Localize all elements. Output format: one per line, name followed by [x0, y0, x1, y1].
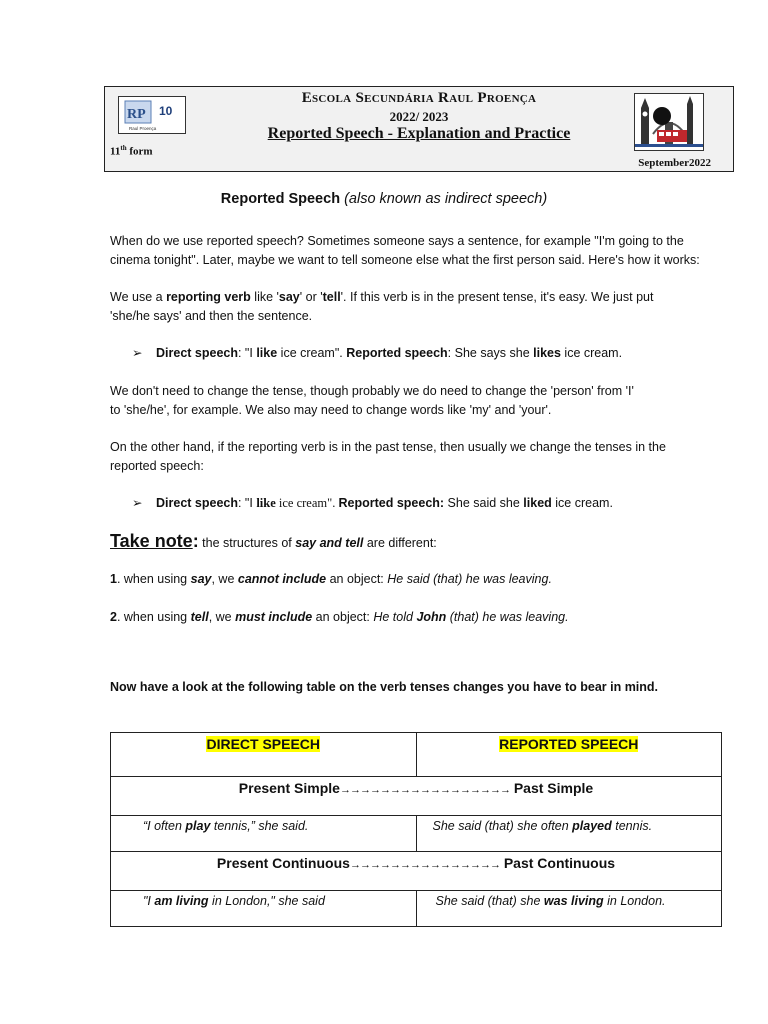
document-header	[104, 86, 734, 172]
example-direct-continuous: "I am living in London," she said	[111, 891, 417, 927]
tense-change-simple: Present Simple→→→→→→→→→→→→→→→→→ Past Simple	[111, 777, 722, 816]
svg-text:RP: RP	[127, 107, 146, 122]
section-title: Reported Speech (also known as indirect speech)	[220, 191, 548, 207]
intro-paragraph: When do we use reported speech? Sometimes someone says a sentence, for example "I'm going to the cinema tonight". Later, maybe we want to tell someone else what the first person said. Here's how it works:	[110, 234, 700, 267]
example-reported-continuous: She said (that) she was living in London.	[416, 891, 722, 927]
reporting-verb-paragraph: We use a reporting verb like 'say' or 'tell'. If this verb is in the present tense, it's easy. We just put 'she/he says' and then the sentence.	[110, 290, 654, 323]
tense-change-continuous: Present Continuous→→→→→→→→→→→→→→→ Past Continuous	[111, 852, 722, 891]
table-row	[111, 816, 722, 852]
header-reported-speech: REPORTED SPEECH	[416, 733, 722, 777]
past-tense-paragraph: On the other hand, if the reporting verb is in the past tense, then usually we change the tenses in the reported speech:	[110, 440, 666, 473]
arrow-bullet-icon: ➢	[132, 496, 143, 510]
example-bullet-past: ➢ Direct speech: "I like ice cream". Reported speech: She said she liked ice cream.	[132, 494, 613, 513]
tense-changes-table	[110, 732, 722, 927]
header-direct-speech: DIRECT SPEECH	[111, 733, 417, 777]
rule-tell: 2. when using tell, we must include an object: He told John (that) he was leaving.	[110, 610, 569, 624]
svg-text:10: 10	[159, 104, 173, 118]
school-year: 2022/ 2023	[389, 109, 449, 124]
take-note-paragraph: Take note: the structures of say and tell are different:	[110, 531, 437, 551]
table-row	[111, 891, 722, 927]
school-name: Escola Secundária Raul Proença	[301, 90, 537, 106]
arrow-bullet-icon: ➢	[132, 346, 143, 360]
tense-paragraph: We don't need to change the tense, though probably we do need to change the 'person' from 'I' to 'she/he', for example. We also may need to change words like 'my' and 'your'.	[110, 384, 634, 417]
svg-text:Raul Proença: Raul Proença	[129, 126, 157, 131]
table-row	[111, 777, 722, 816]
example-direct-simple: “I often play tennis,” she said.	[111, 816, 417, 852]
rule-say: 1. when using say, we cannot include an object: He said (that) he was leaving.	[110, 572, 552, 586]
document-date: September2022	[638, 157, 711, 169]
form-label: 11th form	[110, 144, 153, 158]
take-note-label: Take note	[110, 531, 193, 551]
table-intro: Now have a look at the following table on the verb tenses changes you have to bear in mind.	[110, 680, 659, 694]
example-bullet-present: ➢ Direct speech: "I like ice cream". Reported speech: She says she likes ice cream.	[132, 344, 622, 363]
table-header-row	[111, 733, 722, 777]
example-reported-simple: She said (that) she often played tennis.	[416, 816, 722, 852]
document-title: Reported Speech - Explanation and Practice	[267, 125, 571, 142]
london-illustration	[634, 93, 704, 151]
table-row	[111, 852, 722, 891]
